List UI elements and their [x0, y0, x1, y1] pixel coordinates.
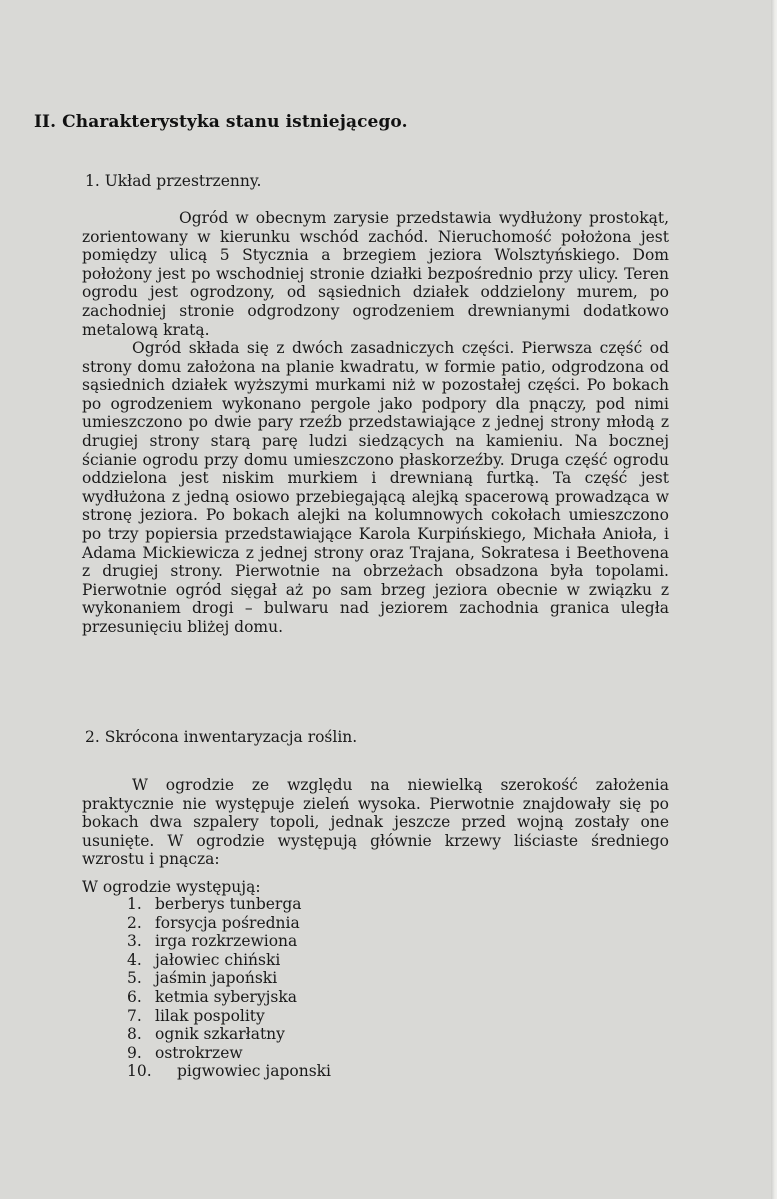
plant-list-intro: W ogrodzie występują:: [82, 878, 261, 896]
list-item: [127, 1044, 331, 1063]
list-item-name: ketmia syberyjska: [155, 987, 297, 1006]
list-item-number: 2.: [127, 913, 142, 932]
list-item-name: jaśmin japoński: [155, 969, 278, 988]
subsection-1-paragraph-2: Ogród składa się z dwóch zasadniczych części. Pierwsza część od strony domu założona na planie kwadratu, w formie patio, odgrodzona od sąsiednich działek wyższymi murkami niż w pozostałej części. Po bokach po ogrodzeniem wykonano pergole jako podpory dla pnączy, pod nimi umieszczono po dwie pary rzeźb przedstawiające z jednej strony młodą z drugiej strony starą parę ludzi siedzących na kamieniu. Na bocznej ścianie ogrodu przy domu umieszczono płaskorzeźby. Druga część ogrodu oddzielona jest niskim murkiem i drewnianą furtką. Ta część jest wydłużona z jedną osiowo przebiegającą alejką spacerową prowadząca w stronę jeziora. Po bokach alejki na kolumnowych cokołach umieszczono po trzy popiersia przedstawiające Karola Kurpińskiego, Michała Anioła, i Adama Mickiewicza z jednej strony oraz Trajana, Sokratesa i Beethovena z drugiej strony. Pierwotnie na obrzeżach obsadzona była topolami. Pierwotnie ogród sięgał aż po sam brzeg jeziora obecnie w związku z wykonaniem drogi – bulwaru nad jeziorem zachodnia granica uległa przesunięciu bliżej domu.: [82, 339, 669, 636]
list-item-number: 1.: [127, 895, 142, 913]
list-item-name: jałowiec chiński: [155, 950, 281, 969]
list-item: [127, 1062, 331, 1081]
list-item: [127, 988, 331, 1007]
plant-list: [127, 895, 331, 1081]
section-title: II. Charakterystyka stanu istniejącego.: [34, 112, 408, 132]
list-item-number: 3.: [127, 932, 142, 951]
list-item-name: pigwowiec japonski: [177, 1062, 331, 1081]
list-item-number: 5.: [127, 969, 142, 988]
list-item-number: 4.: [127, 950, 142, 969]
list-item: [127, 1025, 331, 1044]
list-item-name: berberys tunberga: [155, 895, 302, 913]
list-item: [127, 951, 331, 970]
page-edge: [771, 0, 777, 1199]
subsection-2-title: 2. Skrócona inwentaryzacja roślin.: [85, 728, 358, 746]
list-item: [127, 914, 331, 933]
list-item: [127, 895, 331, 914]
list-item-name: ognik szkarłatny: [155, 1025, 285, 1044]
list-item-name: irga rozkrzewiona: [155, 932, 298, 951]
list-item: [127, 1007, 331, 1026]
list-item-number: 7.: [127, 1006, 142, 1025]
list-item-number: 10.: [127, 1062, 152, 1081]
list-item: [127, 969, 331, 988]
subsection-1-paragraph-1: Ogród w obecnym zarysie przedstawia wydłużony prostokąt, zorientowany w kierunku wschód zachód. Nieruchomość położona jest pomiędzy ulicą 5 Stycznia a brzegiem jeziora Wolsztyńskiego. Dom położony jest po wschodniej stronie działki bezpośrednio przy ulicy. Teren ogrodu jest ogrodzony, od sąsiednich działek oddzielony murem, po zachodniej stronie odgrodzony ogrodzeniem drewnianymi dodatkowo metalową kratą.: [82, 209, 669, 339]
list-item-number: 6.: [127, 987, 142, 1006]
list-item-number: 8.: [127, 1025, 142, 1044]
list-item-name: ostrokrzew: [155, 1043, 243, 1062]
list-item-name: lilak pospolity: [155, 1006, 265, 1025]
list-item: [127, 932, 331, 951]
list-item-number: 9.: [127, 1043, 142, 1062]
subsection-1-title: 1. Układ przestrzenny.: [85, 172, 262, 190]
subsection-2-paragraph-1: W ogrodzie ze względu na niewielką szerokość założenia praktycznie nie występuje zieleń wysoka. Pierwotnie znajdowały się po bokach dwa szpalery topoli, jednak jeszcze przed wojną zostały one usunięte. W ogrodzie występują głównie krzewy liściaste średniego wzrostu i pnącza:: [82, 776, 669, 869]
list-item-name: forsycja pośrednia: [155, 913, 300, 932]
